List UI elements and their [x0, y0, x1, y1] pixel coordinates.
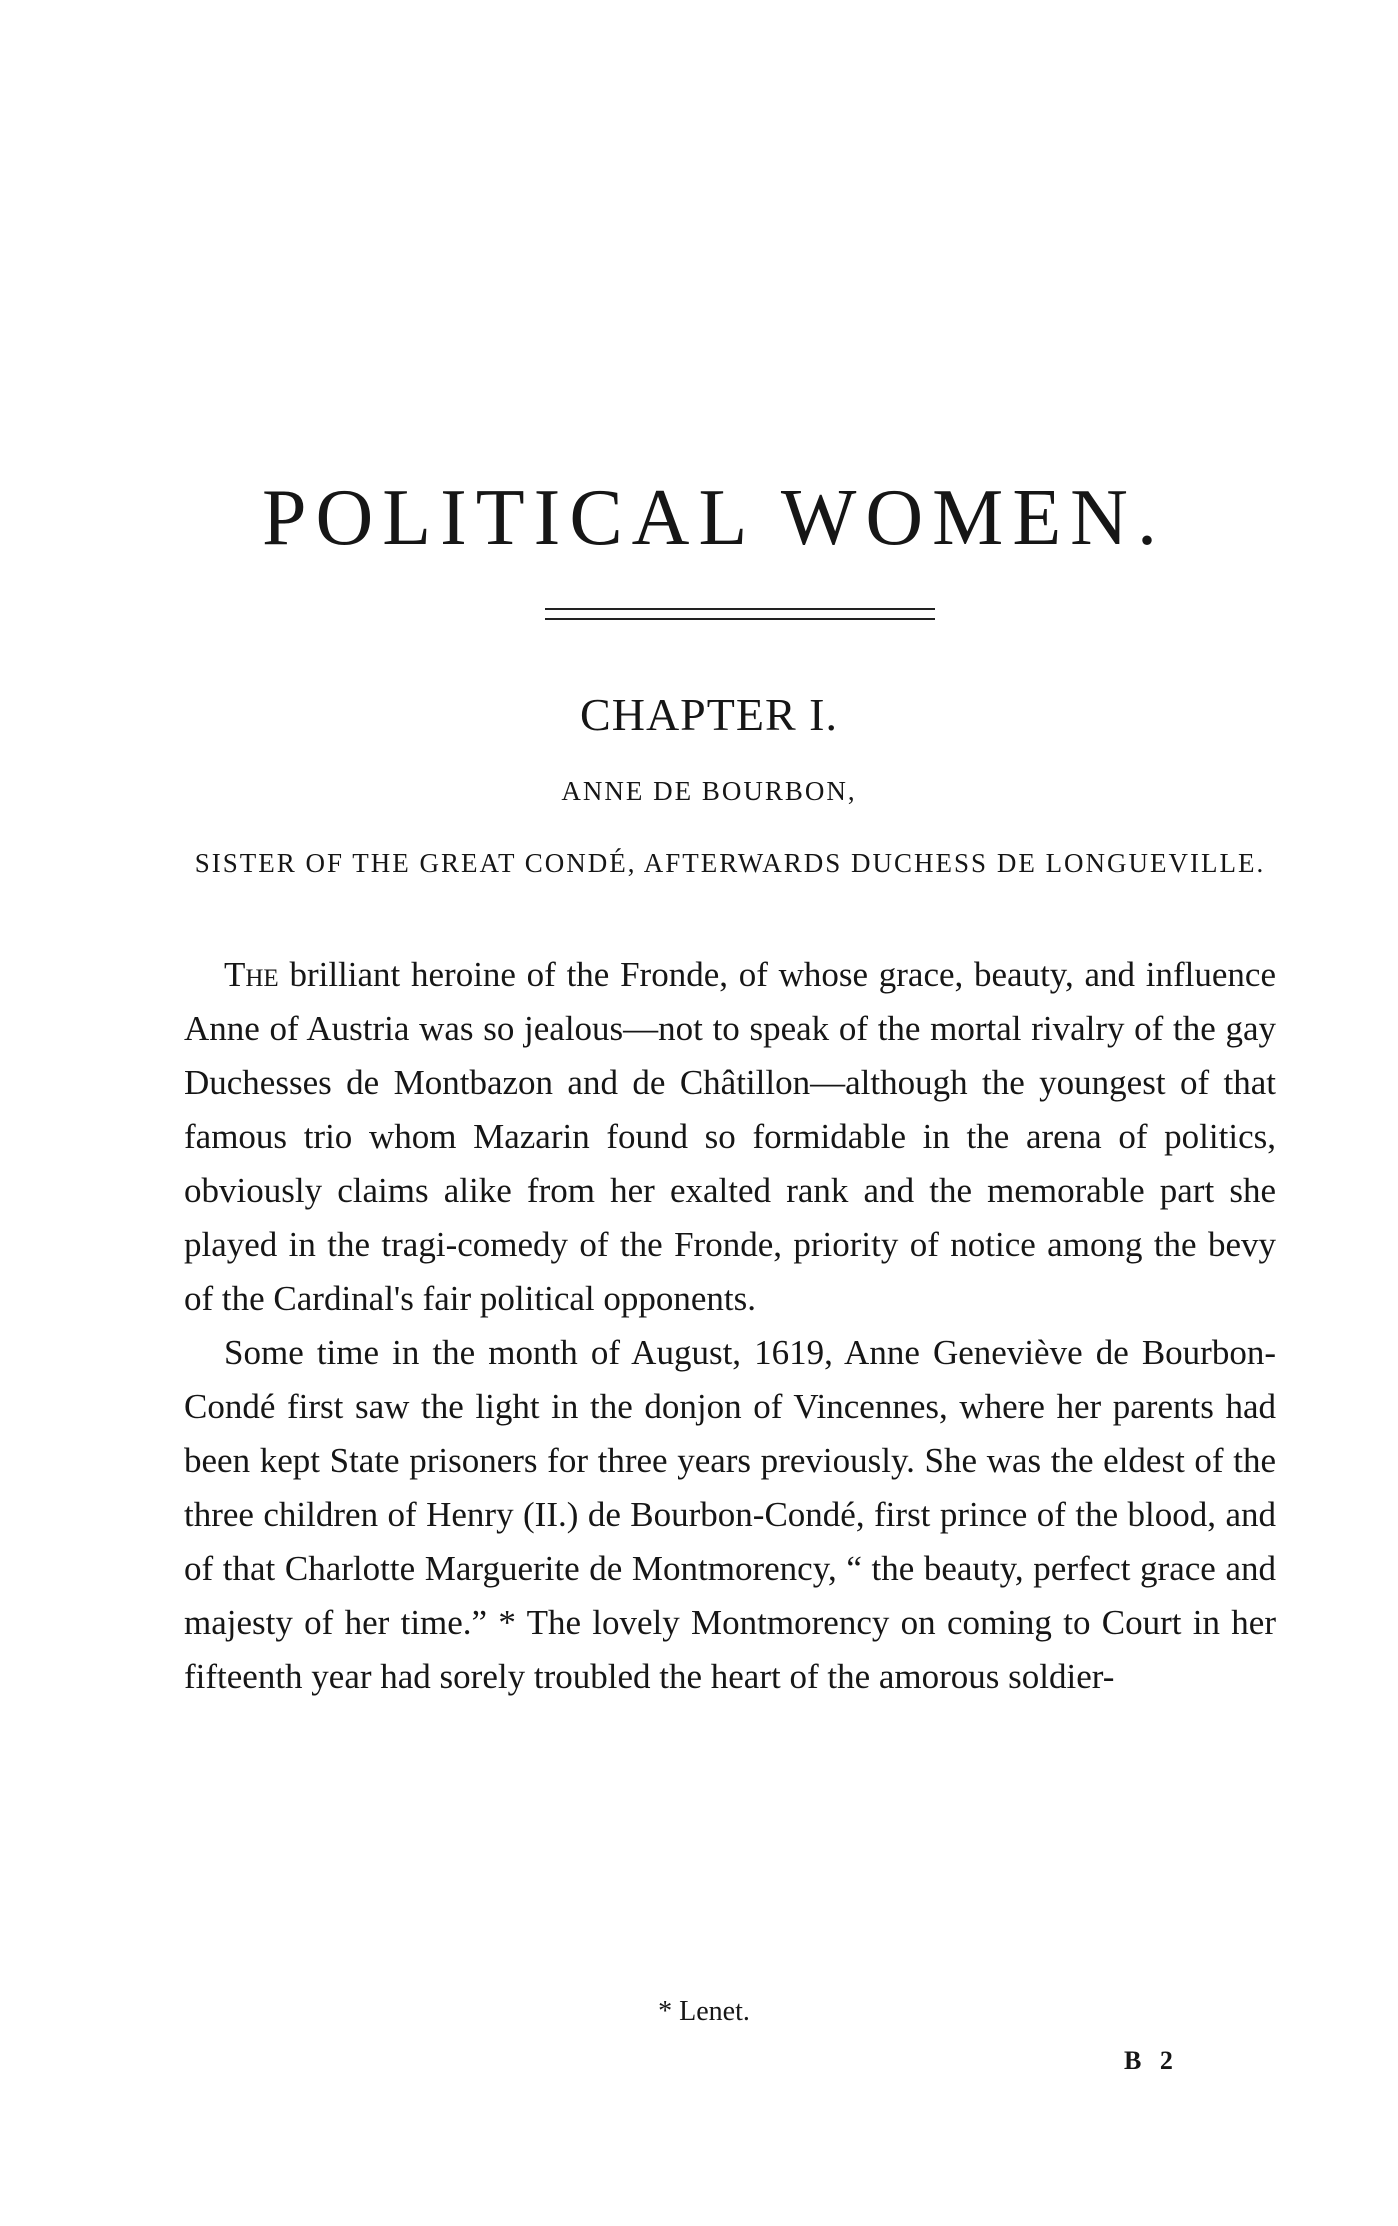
paragraph — [184, 1326, 1276, 1704]
page-title: POLITICAL WOMEN. — [262, 474, 1166, 562]
footnote: * Lenet. — [658, 1996, 750, 2027]
paragraph — [184, 948, 1276, 1326]
title-rule — [545, 608, 935, 620]
chapter-heading: CHAPTER I. — [580, 689, 838, 740]
paragraph-text: brilliant heroine of the Fronde, of whose grace, beauty, and influence Anne of Austria was so jealous—not to speak of the mortal rivalry of the gay Duchesses de Montbazon and de Châtillon—although the youngest of that famous trio whom Mazarin found so formidable in the arena of politics, obviously claims alike from her exalted rank and the memorable part she played in the tragi-comedy of the Fronde, priority of notice among the bevy of the Cardinal's fair political opponents. — [184, 955, 1276, 1318]
body-text — [184, 948, 1276, 1704]
paragraph-text: Some time in the month of August, 1619, Anne Geneviève de Bourbon-Condé first saw the light in the donjon of Vincennes, where her parents had been kept State prisoners for three years previously. She was the eldest of the three children of Henry (II.) de Bourbon-Condé, first prince of the blood, and of that Charlotte Marguerite de Montmorency, “ the beauty, perfect grace and majesty of her time.” * The lovely Montmorency on coming to Court in her fifteenth year had sorely troubled the heart of the amorous soldier- — [184, 1333, 1276, 1696]
chapter-description: SISTER OF THE GREAT CONDÉ, AFTERWARDS DUCHESS DE LONGUEVILLE. — [194, 848, 1266, 878]
chapter-subject: ANNE DE BOURBON, — [561, 776, 857, 806]
paragraph-lead-word: The — [224, 955, 279, 994]
signature-mark: B 2 — [1124, 2046, 1179, 2075]
